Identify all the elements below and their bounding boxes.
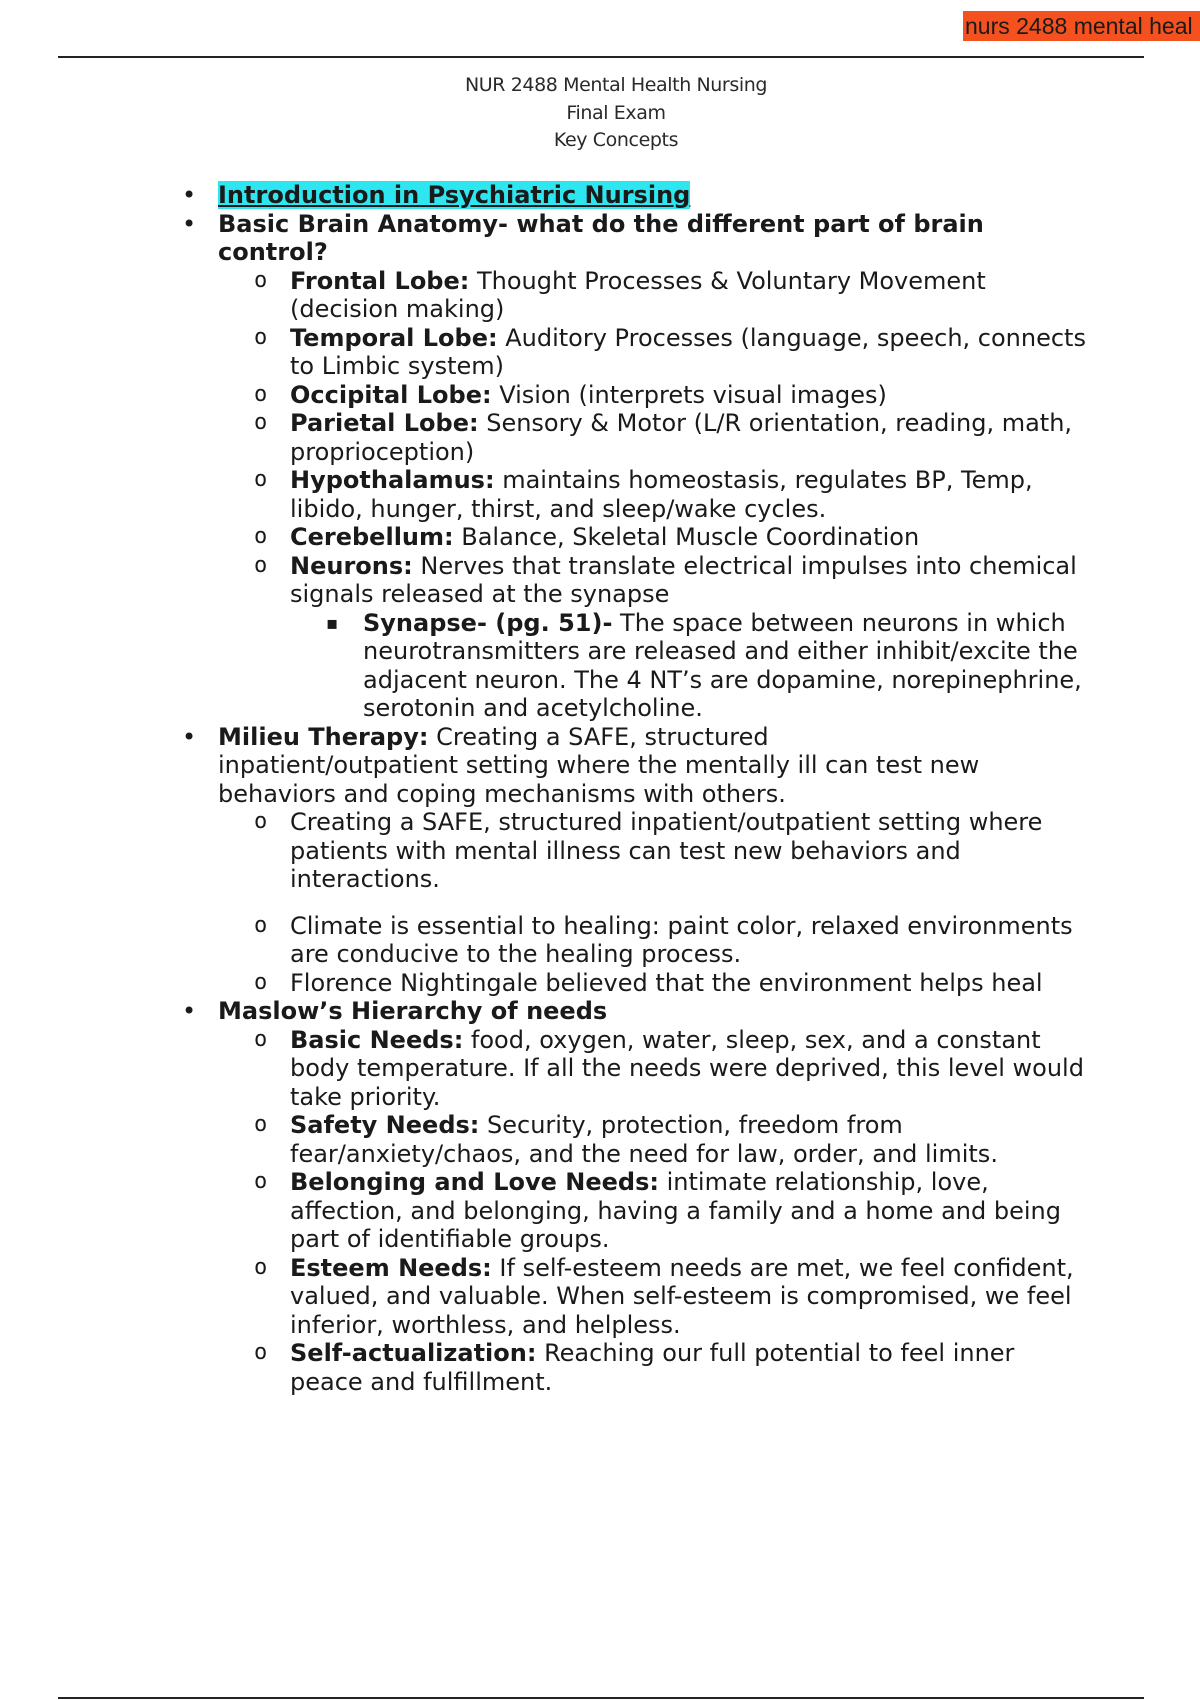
circle-bullet-icon: o (254, 1026, 268, 1052)
list-item (0, 181, 998, 210)
item-text: Thought Processes & Voluntary Movement (decision making) (290, 266, 986, 323)
item-term: Occipital Lobe: (290, 380, 492, 409)
circle-bullet-icon: o (254, 1254, 268, 1280)
list-item (0, 267, 1090, 324)
item-term: Basic Needs: (290, 1025, 464, 1054)
item-text: Sensory & Motor (L/R orientation, reading, math, proprioception) (290, 409, 1073, 466)
circle-bullet-icon: o (254, 524, 268, 549)
item-term: Safety Needs: (290, 1111, 480, 1139)
item-text: Nerves that translate electrical impulses into chemical signals released at the synapse (290, 551, 1077, 608)
bullet-icon: • (182, 722, 197, 751)
item-text: intimate relationship, love, affection, and belonging, having a family and a home and being part of identifiable groups. (290, 1168, 1061, 1253)
list-item (0, 997, 998, 1026)
item-term: Cerebellum: (290, 523, 454, 551)
list-item (0, 1168, 1090, 1254)
circle-bullet-icon: o (254, 410, 268, 435)
item-text: Auditory Processes (language, speech, connects to Limbic system) (290, 323, 1086, 380)
list-item (0, 723, 998, 809)
item-text: Vision (interprets visual images) (491, 380, 887, 409)
item-term: Synapse- (pg. 51)- (363, 608, 613, 637)
circle-bullet-icon: o (254, 1169, 268, 1194)
list-item (0, 552, 1090, 609)
document-header (0, 72, 1200, 155)
list-item (0, 324, 1090, 381)
circle-bullet-icon: o (254, 381, 268, 407)
list-item (0, 409, 1090, 466)
bullet-icon: • (182, 181, 197, 209)
circle-bullet-icon: o (254, 809, 268, 834)
circle-bullet-icon: o (254, 1340, 268, 1365)
list-item (0, 381, 1090, 410)
exam-title: Final Exam (566, 101, 666, 124)
list-item (0, 808, 1090, 894)
item-text: food, oxygen, water, sleep, sex, and a constant body temperature. If all the needs were deprived, this level would take priority. (290, 1025, 1084, 1111)
list-item (0, 466, 1090, 523)
item-term: Temporal Lobe: (290, 323, 498, 352)
footer-rule (58, 1697, 1144, 1699)
header-rule (58, 56, 1144, 58)
course-title: NUR 2488 Mental Health Nursing (464, 74, 768, 96)
list-item (0, 523, 1090, 552)
circle-bullet-icon: o (254, 1112, 268, 1137)
list-item (0, 969, 1090, 998)
list-item (0, 1339, 1090, 1396)
bullet-icon: • (182, 997, 197, 1025)
circle-bullet-icon: o (254, 467, 268, 492)
list-item (0, 609, 1093, 723)
item-text: Creating a SAFE, structured inpatient/outpatient setting where the mentally ill can test new behaviors and coping mechanisms with others. (218, 722, 980, 808)
circle-bullet-icon: o (254, 912, 268, 938)
circle-bullet-icon: o (254, 969, 268, 995)
item-term: Parietal Lobe: (290, 409, 479, 437)
list-item (0, 1254, 1090, 1340)
item-text: Reaching our full potential to feel inner peace and fulfillment. (290, 1339, 1015, 1396)
list-item (0, 210, 998, 267)
item-text: maintains homeostasis, regulates BP, Temp, libido, hunger, thirst, and sleep/wake cycles. (290, 466, 1033, 523)
document-body (0, 181, 1200, 1396)
item-text: If self-esteem needs are met, we feel confident, valued, and valuable. When self-esteem is compromised, we feel inferior, worthless, and helpless. (290, 1253, 1074, 1339)
item-term: Frontal Lobe: (290, 266, 470, 295)
item-text: Balance, Skeletal Muscle Coordination (453, 523, 920, 551)
document-tag: nurs 2488 mental heal (963, 11, 1200, 41)
item-term: Esteem Needs: (290, 1253, 492, 1282)
item-text: Climate is essential to healing: paint color, relaxed environments are conducive to the healing process. (290, 911, 1073, 968)
list-item (0, 1026, 1090, 1112)
bullet-icon: • (182, 209, 197, 238)
list-item (0, 912, 1090, 969)
square-bullet-icon: ▪ (326, 612, 339, 634)
spacer (0, 894, 1200, 912)
item-text: Florence Nightingale believed that the environment helps heal (290, 968, 1043, 997)
brain-heading: Basic Brain Anatomy- what do the different part of brain control? (218, 209, 984, 266)
item-text: Security, protection, freedom from fear/anxiety/chaos, and the need for law, order, and limits. (290, 1111, 998, 1168)
milieu-heading: Milieu Therapy: (218, 722, 429, 751)
item-term: Hypothalamus: (290, 466, 495, 494)
subtitle: Key Concepts (553, 129, 679, 151)
item-text: The space between neurons in which neurotransmitters are released and either inhibit/excite the adjacent neuron. The 4 NT’s are dopamine, norepinephrine, serotonin and acetylcholine. (363, 608, 1082, 722)
maslow-heading: Maslow’s Hierarchy of needs (218, 997, 608, 1025)
item-text: Creating a SAFE, structured inpatient/outpatient setting where patients with mental illness can test new behaviors and interactions. (290, 808, 1043, 893)
item-term: Self-actualization: (290, 1339, 537, 1367)
circle-bullet-icon: o (254, 324, 268, 350)
circle-bullet-icon: o (254, 267, 268, 293)
intro-heading: Introduction in Psychiatric Nursing (218, 181, 691, 209)
circle-bullet-icon: o (254, 552, 268, 578)
item-term: Neurons: (290, 551, 413, 580)
item-term: Belonging and Love Needs: (290, 1168, 659, 1196)
list-item (0, 1111, 1090, 1168)
